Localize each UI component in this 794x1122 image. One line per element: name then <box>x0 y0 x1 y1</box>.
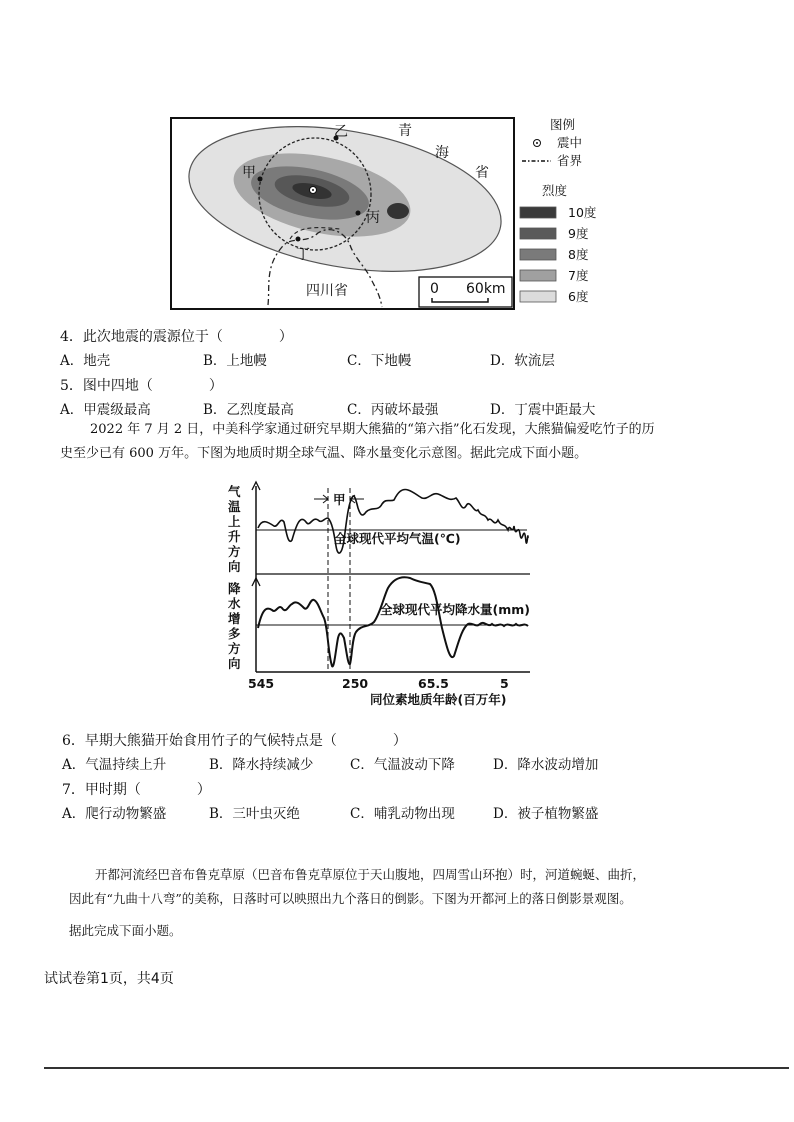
place-qing: 青 <box>398 123 412 139</box>
q4-option-d[interactable]: D．软流层 <box>490 353 555 369</box>
q7-option-a[interactable]: A．爬行动物繁盛 <box>62 806 167 822</box>
svg-text:升: 升 <box>228 529 241 544</box>
legend-swatch-4 <box>520 291 556 302</box>
intro1-line2: 史至少已有 600 万年。下图为地质时期全球气温、降水量变化示意图。据此完成下面小题。 <box>60 446 588 461</box>
legend-swatch-1 <box>520 228 556 239</box>
svg-text:方: 方 <box>228 544 241 559</box>
earthquake-intensity-map <box>170 117 515 310</box>
precipitation-curve <box>258 577 528 666</box>
q5-option-a[interactable]: A．甲震级最高 <box>60 402 151 418</box>
legend-swatch-3 <box>520 270 556 281</box>
legend-level-label-3: 7度 <box>568 268 589 283</box>
intro2-line2: 因此有“九曲十八弯”的美称，日落时可以映照出九个落日的倒影。下图为开都河上的落日倒影景观图。 <box>69 891 632 906</box>
place-yi: 乙 <box>334 124 348 140</box>
svg-text:向: 向 <box>228 656 241 671</box>
q7-option-c[interactable]: C．哺乳动物出现 <box>350 806 455 822</box>
temp-axis-label <box>228 484 241 574</box>
q6-option-c[interactable]: C．气温波动下降 <box>350 757 455 773</box>
svg-text:方: 方 <box>228 641 241 656</box>
scale-dist: 60km <box>466 281 506 297</box>
place-sheng: 省 <box>475 165 489 181</box>
q4-stem: 4．此次地震的震源位于（ ） <box>60 329 293 345</box>
q5-option-d[interactable]: D．丁震中距最大 <box>490 402 596 418</box>
q4-option-c[interactable]: C．下地幔 <box>347 353 412 369</box>
svg-text:气: 气 <box>228 484 241 499</box>
place-ding: 丁 <box>296 247 310 263</box>
q6-option-b[interactable]: B．降水持续减少 <box>209 757 314 773</box>
svg-text:降: 降 <box>228 581 241 596</box>
legend-level-label-2: 8度 <box>568 247 589 262</box>
place-hai: 海 <box>435 145 449 161</box>
q6-option-a[interactable]: A．气温持续上升 <box>62 757 167 773</box>
place-jia: 甲 <box>242 165 256 181</box>
q5-option-b[interactable]: B．乙烈度最高 <box>203 402 294 418</box>
legend-epicenter: 震中 <box>557 135 583 150</box>
period-arrow-left <box>314 495 328 503</box>
svg-text:水: 水 <box>228 596 241 611</box>
q4-option-a[interactable]: A．地壳 <box>60 353 111 369</box>
q5-option-c[interactable]: C．丙破坏最强 <box>347 402 439 418</box>
period-label: 甲 <box>333 492 346 507</box>
intro2-line3: 据此完成下面小题。 <box>69 923 182 938</box>
place-bing: 丙 <box>366 210 380 226</box>
legend-level-label-0: 10度 <box>568 205 597 220</box>
x-tick-65-5: 65.5 <box>418 676 449 691</box>
bottom-rule <box>44 1067 789 1069</box>
q5-stem: 5．图中四地（ ） <box>60 378 223 394</box>
precip-axis-label <box>228 581 241 671</box>
svg-text:上: 上 <box>228 514 241 529</box>
x-axis-title: 同位素地质年龄(百万年) <box>370 692 507 707</box>
legend-intensity-title: 烈度 <box>542 183 568 198</box>
x-tick-250: 250 <box>342 676 369 691</box>
q7-option-b[interactable]: B．三叶虫灭绝 <box>209 806 300 822</box>
x-tick-5: 5 <box>500 676 509 691</box>
legend-swatch-2 <box>520 249 556 260</box>
x-tick-545: 545 <box>248 676 275 691</box>
temp-series-label: 全球现代平均气温(℃) <box>334 531 461 546</box>
place-sichuan: 四川省 <box>306 283 348 299</box>
zone-10-secondary <box>387 203 409 219</box>
climate-chart <box>222 478 542 710</box>
q7-stem: 7．甲时期（ ） <box>62 782 211 798</box>
legend-border: 省界 <box>557 153 583 168</box>
svg-text:增: 增 <box>228 611 241 626</box>
scale-zero: 0 <box>430 281 439 297</box>
page-footer: 试试卷第1页，共4页 <box>44 971 174 987</box>
intro2-line1: 开都河流经巴音布鲁克草原（巴音布鲁克草原位于天山腹地，四周雪山环抱）时，河道蜿蜒、曲折， <box>95 867 646 882</box>
q6-option-d[interactable]: D．降水波动增加 <box>493 757 599 773</box>
legend-title: 图例 <box>550 117 576 132</box>
legend-swatch-0 <box>520 207 556 218</box>
legend-level-label-4: 6度 <box>568 289 589 304</box>
intro1-line1: 2022 年 7 月 2 日，中美科学家通过研究早期大熊猫的“第六指”化石发现，大熊猫偏爱吃竹子的历 <box>90 422 655 437</box>
q4-option-b[interactable]: B．上地幔 <box>203 353 267 369</box>
svg-text:向: 向 <box>228 559 241 574</box>
q6-stem: 6．早期大熊猫开始食用竹子的气候特点是（ ） <box>62 733 407 749</box>
svg-text:多: 多 <box>228 626 241 641</box>
legend-level-label-1: 9度 <box>568 226 589 241</box>
precip-series-label: 全球现代平均降水量(mm) <box>380 602 530 617</box>
svg-text:温: 温 <box>228 499 241 514</box>
map-legend <box>518 115 618 310</box>
q7-option-d[interactable]: D．被子植物繁盛 <box>493 806 599 822</box>
